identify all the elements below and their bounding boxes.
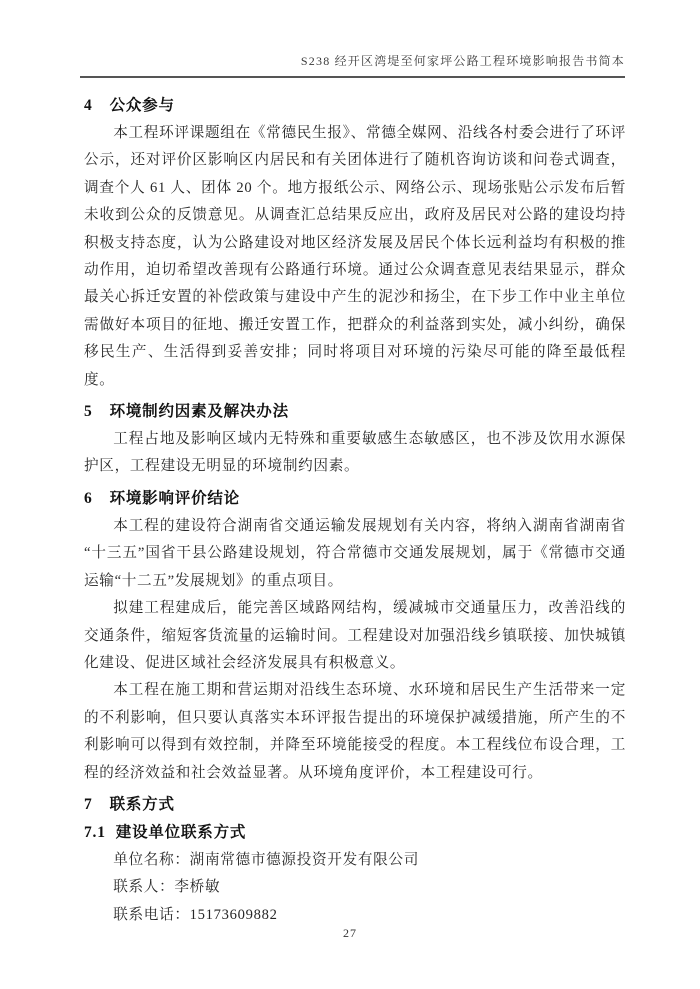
contact-unit-name: 单位名称：湖南常德市德源投资开发有限公司 — [113, 851, 420, 868]
section-7-heading — [84, 795, 626, 815]
subsection-number: 7.1 — [84, 823, 106, 841]
section-title: 环境影响评价结论 — [109, 489, 240, 507]
section-number: 6 — [84, 489, 93, 507]
section-6-paragraph-1: 本工程的建设符合湖南省交通运输发展规划有关内容，将纳入湖南省湖南省“十三五”国省干县公路建设规划，符合常德市交通发展规划，属于《常德市交通运输“十二五”发展规划》的重点项目。 — [84, 517, 626, 589]
section-5-heading — [84, 402, 626, 422]
section-title: 联系方式 — [109, 795, 175, 813]
section-5-paragraph-1: 工程占地及影响区域内无特殊和重要敏感生态敏感区，也不涉及饮用水源保护区，工程建设无明显的环境制约因素。 — [84, 431, 626, 475]
contact-person: 联系人：李桥敏 — [113, 879, 221, 896]
section-number: 7 — [84, 795, 93, 813]
section-6-paragraph-2: 拟建工程建成后，能完善区域路网结构，缓减城市交通量压力，改善沿线的交通条件，缩短客货流量的运输时间。工程建设对加强沿线乡镇联接、加快城镇化建设、促进区域社会经济发展具有积极意义。 — [84, 600, 626, 671]
section-title: 公众参与 — [109, 97, 175, 114]
running-header-title: S238 经开区湾堤至何家坪公路工程环境影响报告书简本 — [80, 52, 625, 78]
section-7-1-heading — [84, 823, 626, 843]
subsection-title: 建设单位联系方式 — [115, 823, 247, 841]
section-6-heading — [84, 489, 626, 509]
section-title: 环境制约因素及解决办法 — [109, 403, 289, 421]
page-content — [84, 88, 626, 929]
contact-phone: 联系电话：15173609882 — [113, 906, 278, 923]
section-4-heading — [84, 96, 626, 116]
section-number: 5 — [84, 403, 93, 421]
page-number: 27 — [343, 926, 357, 940]
section-4-paragraph-1: 本工程环评课题组在《常德民生报》、常德全媒网、沿线各村委会进行了环评公示，还对评价区影响区内居民和有关团体进行了随机咨询访谈和问卷式调查，调查个人 61 人、团体 20 个。地方报纸公示、网络公示、现场张贴公示发布后暂未收到公众的反馈意见。从调查汇总结果反应出，政府及居民对公路的建设均持积极支持态度，认为公路建设对地区经济发展及居民个体长远利益均有积极的推动作用，迫切希望改善现有公路通行环境。通过公众调查意见表结果显示，群众最关心拆迁安置的补偿政策与建设中产生的泥沙和扬尘，在下步工作中业主单位需做好本项目的征地、搬迁安置工作，把群众的利益落到实处，减小纠纷，确保移民生产、生活得到妥善安排；同时将项目对环境的污染尽可能的降至最低程度。 — [84, 125, 626, 388]
section-number: 4 — [84, 97, 93, 114]
section-6-paragraph-3: 本工程在施工期和营运期对沿线生态环境、水环境和居民生产生活带来一定的不利影响，但只要认真落实本环评报告提出的环境保护减缓措施，所产生的不利影响可以得到有效控制，并降至环境能接受的程度。本工程线位布设合理，工程的经济效益和社会效益显著。从环境角度评价，本工程建设可行。 — [84, 682, 626, 781]
